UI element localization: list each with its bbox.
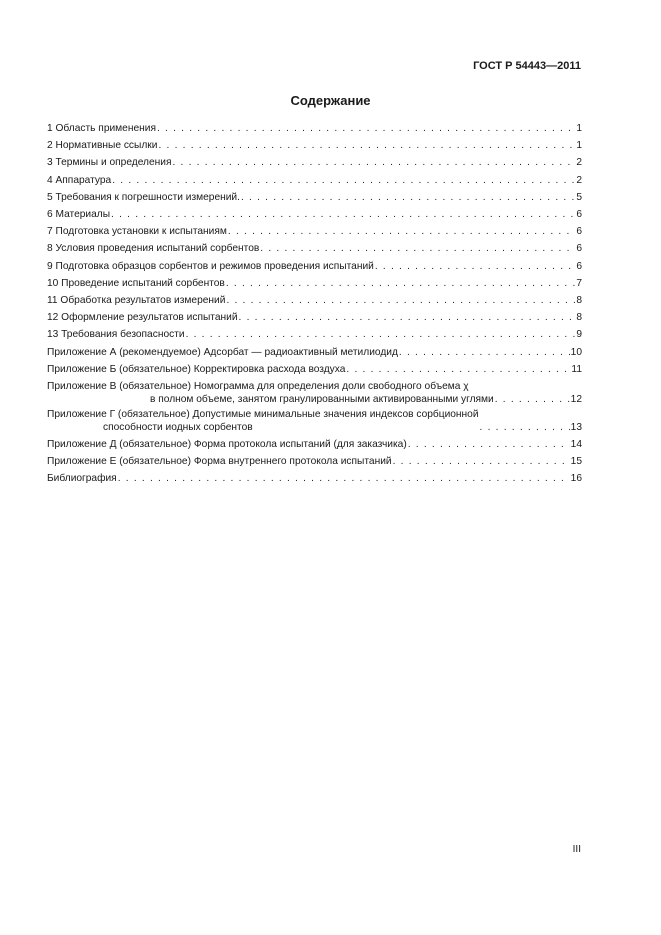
toc-entry-page: 13 [570,422,582,434]
toc-entry[interactable] [47,172,582,189]
toc-entry-label: 9 Подготовка образцов сорбентов и режимов проведения испытаний [47,260,374,272]
toc-entry-page: 5 [576,191,582,203]
dot-leader [112,172,575,189]
toc-entry-label: 11 Обработка результатов измерений [47,295,226,307]
toc-entry-label: 2 Нормативные ссылки [47,140,158,152]
toc-entry-page: 2 [576,174,582,186]
dot-leader [226,275,575,292]
toc-title: Содержание [290,93,371,108]
toc-entry-appendix-b[interactable] [47,361,582,378]
toc-entry-page: 1 [576,123,582,134]
toc-entry-page: 2 [576,157,582,169]
toc-entry[interactable] [47,240,582,257]
dot-leader [393,453,570,470]
toc-entry-page: 6 [576,226,582,238]
toc-entry[interactable] [47,258,582,275]
toc-entry-page: 11 [571,363,582,375]
toc-entry[interactable] [47,120,582,137]
toc-entry-label: 10 Проведение испытаний сорбентов [47,277,225,289]
dot-leader [346,361,570,378]
toc-entry[interactable] [47,223,582,240]
toc-entry-page: 10 [570,346,582,358]
toc-entry-label [47,408,479,434]
toc-entry-label-line1: Приложение В (обязательное) Номограмма для определения доли свободного объема χ [47,381,469,393]
toc-entry-page: 6 [576,260,582,272]
dot-leader [186,326,576,343]
dot-leader [495,393,570,406]
toc-entry-page: 6 [576,243,582,255]
dot-leader [399,344,570,361]
toc-entry-page: 1 [576,140,582,152]
dot-leader [226,292,575,309]
toc-entry-label: 1 Область применения [47,123,156,134]
toc-entry[interactable] [47,137,582,154]
toc-entry-page: 8 [576,295,582,307]
dot-leader [111,206,575,223]
toc-entry-page: 16 [570,473,582,485]
toc-entry-label: 5 Требования к погрешности измерений. [47,191,240,203]
dot-leader [158,137,575,154]
toc-entry-label-line1: Приложение Г (обязательное) Допустимые минимальные значения индексов сорбционной [47,409,479,421]
toc-entry-label: 6 Материалы [47,209,111,221]
toc-entry-page: 15 [570,456,582,468]
toc-entry-page: 6 [576,209,582,221]
toc-entry-label: 12 Оформление результатов испытаний [47,312,238,324]
toc-entry-label: Приложение А (рекомендуемое) Адсорбат — радиоактивный метилиодид [47,346,398,358]
dot-leader [118,470,570,487]
toc-entry-page: 9 [576,329,582,341]
dot-leader [480,421,570,434]
toc-entry[interactable] [47,206,582,223]
toc-entry-label-line2: в полном объеме, занятом гранулированными активированными углями [150,394,494,406]
toc-entry-label: Библиография [47,473,117,485]
toc-entry-appendix-v[interactable] [47,380,582,406]
toc-entry-label: Приложение Е (обязательное) Форма внутреннего протокола испытаний [47,456,392,468]
toc-entry-appendix-e[interactable] [47,453,582,470]
toc-entry[interactable] [47,309,582,326]
dot-leader [241,189,575,206]
toc-entry-label [47,380,494,406]
toc-entry-appendix-a[interactable] [47,344,582,361]
toc-entry-label: 4 Аппаратура [47,174,112,186]
toc-entry[interactable] [47,292,582,309]
toc-entry-label: 7 Подготовка установки к испытаниям [47,226,227,238]
toc-entry-label: 13 Требования безопасности [47,329,185,341]
dot-leader [260,240,575,257]
toc-entry-label: 8 Условия проведения испытаний сорбентов [47,243,260,255]
page-number: III [572,844,581,855]
toc-entry-label: Приложение Д (обязательное) Форма протокола испытаний (для заказчика) [47,439,407,451]
toc-entry[interactable] [47,189,582,206]
toc-entry-page: 7 [576,277,582,289]
toc-entry-appendix-g[interactable] [47,408,582,434]
toc-entry-page: 12 [570,394,582,406]
toc-entry-label: 3 Термины и определения [47,157,172,169]
dot-leader [172,154,575,171]
dot-leader [157,120,575,137]
document-code: ГОСТ Р 54443—2011 [473,60,581,72]
toc-entry[interactable] [47,275,582,292]
toc-entry[interactable] [47,326,582,343]
toc-entry-page: 8 [576,312,582,324]
table-of-contents [47,120,582,488]
dot-leader [228,223,575,240]
toc-entry-page: 14 [570,439,582,451]
dot-leader [375,258,575,275]
toc-entry[interactable] [47,154,582,171]
toc-entry-bibliography[interactable] [47,470,582,487]
dot-leader [408,436,570,453]
toc-entry-label-line2: способности иодных сорбентов [103,422,253,434]
dot-leader [239,309,576,326]
toc-entry-appendix-d[interactable] [47,436,582,453]
toc-entry-label: Приложение Б (обязательное) Корректировка расхода воздуха [47,363,346,375]
